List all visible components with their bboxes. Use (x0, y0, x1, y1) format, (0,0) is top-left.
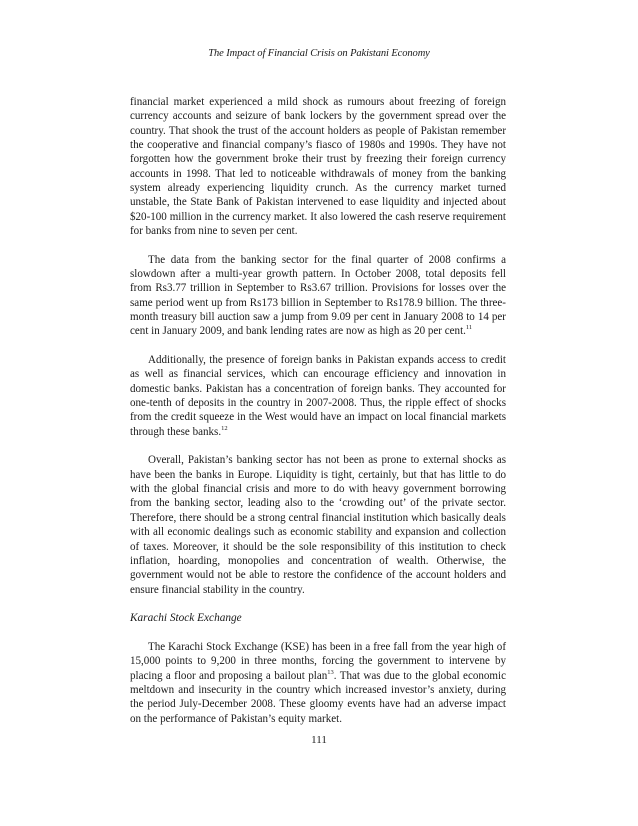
running-header: The Impact of Financial Crisis on Pakistani Economy (208, 48, 430, 59)
footnote-ref-12[interactable]: 12 (221, 424, 228, 432)
paragraph-text: financial market experienced a mild shock as rumours about freezing of foreign currency accounts and seizure of bank lockers by the government spread over the country. That shook the trust of the account holders as people of Pakistan remember the cooperative and financial company’s fiasco of 1980s and 1990s. They have not forgotten how the government broke their trust by freezing their foreign currency accounts in 1998. That led to noticeable withdrawals of money from the banking system already experiencing liquidity crunch. As the currency market turned unstable, the State Bank of Pakistan intervened to ease liquidity and injected about $20-100 million in the currency market. It also lowered the cash reserve requirement for banks from nine to seven per cent. (130, 96, 506, 238)
paragraph-text: Overall, Pakistan’s banking sector has not been as prone to external shocks as have been the banks in Europe. Liquidity is tight, certainly, but that has little to do with the global financial crisis and more to do with heavy government borrowing from the banking sector, leading also to the ‘crowding out’ of the private sector. Therefore, there should be a strong central financial institution which basically deals with all economic dealings such as economic stability and expansion and collection of taxes. Moreover, it should be the sole responsibility of this institution to check inflation, hoarding, monopolies and concentration of wealth. Otherwise, the government would not be able to restore the confidence of the account holders and ensure financial stability in the country. (130, 454, 506, 596)
section-heading-kse: Karachi Stock Exchange (130, 612, 242, 625)
paragraph-text: The data from the banking sector for the final quarter of 2008 confirms a slowdown after a multi-year growth pattern. In October 2008, total deposits fell from Rs3.77 trillion in September to Rs3.67 trillion. Provisions for losses over the same period went up from Rs173 billion in September to Rs178.9 billion. The three-month treasury bill auction saw a jump from 9.09 per cent in January 2008 to 14 per cent in January 2009, and bank lending rates are now as high as 20 per cent. (130, 253, 506, 338)
footnote-ref-11[interactable]: 11 (465, 324, 473, 332)
paragraph-foreign-banks (130, 353, 506, 439)
paragraph-text: The Karachi Stock Exchange (KSE) has been in a free fall from the year high of 15,000 points to 9,200 in three months, forcing the government to intervene by placing a floor and proposing a bailout plan (130, 640, 506, 682)
paragraph-text: Additionally, the presence of foreign banks in Pakistan expands access to credit as well as financial services, which can encourage efficiency and innovation in domestic banks. Pakistan has a concentration of foreign banks. They accounted for one-tenth of deposits in the country in 2007-2008. Thus, the ripple effect of shocks from the credit squeeze in the West would have an impact on local financial markets through these banks. (130, 354, 506, 438)
paragraph-kse (130, 640, 506, 726)
footnote-ref-13[interactable]: 13 (327, 668, 334, 676)
paragraph-text: . That was due to the global economic meltdown and insecurity in the country which increased investor’s anxiety, during the period July-December 2008. These gloomy events have had an adverse impact on the performance of Pakistan’s equity market. (130, 669, 506, 725)
paragraph-overall (130, 453, 506, 596)
article-body (130, 95, 506, 740)
page-number: 111 (311, 734, 327, 746)
paragraph-banking-data (130, 253, 506, 339)
paragraph-continuation (130, 95, 506, 238)
